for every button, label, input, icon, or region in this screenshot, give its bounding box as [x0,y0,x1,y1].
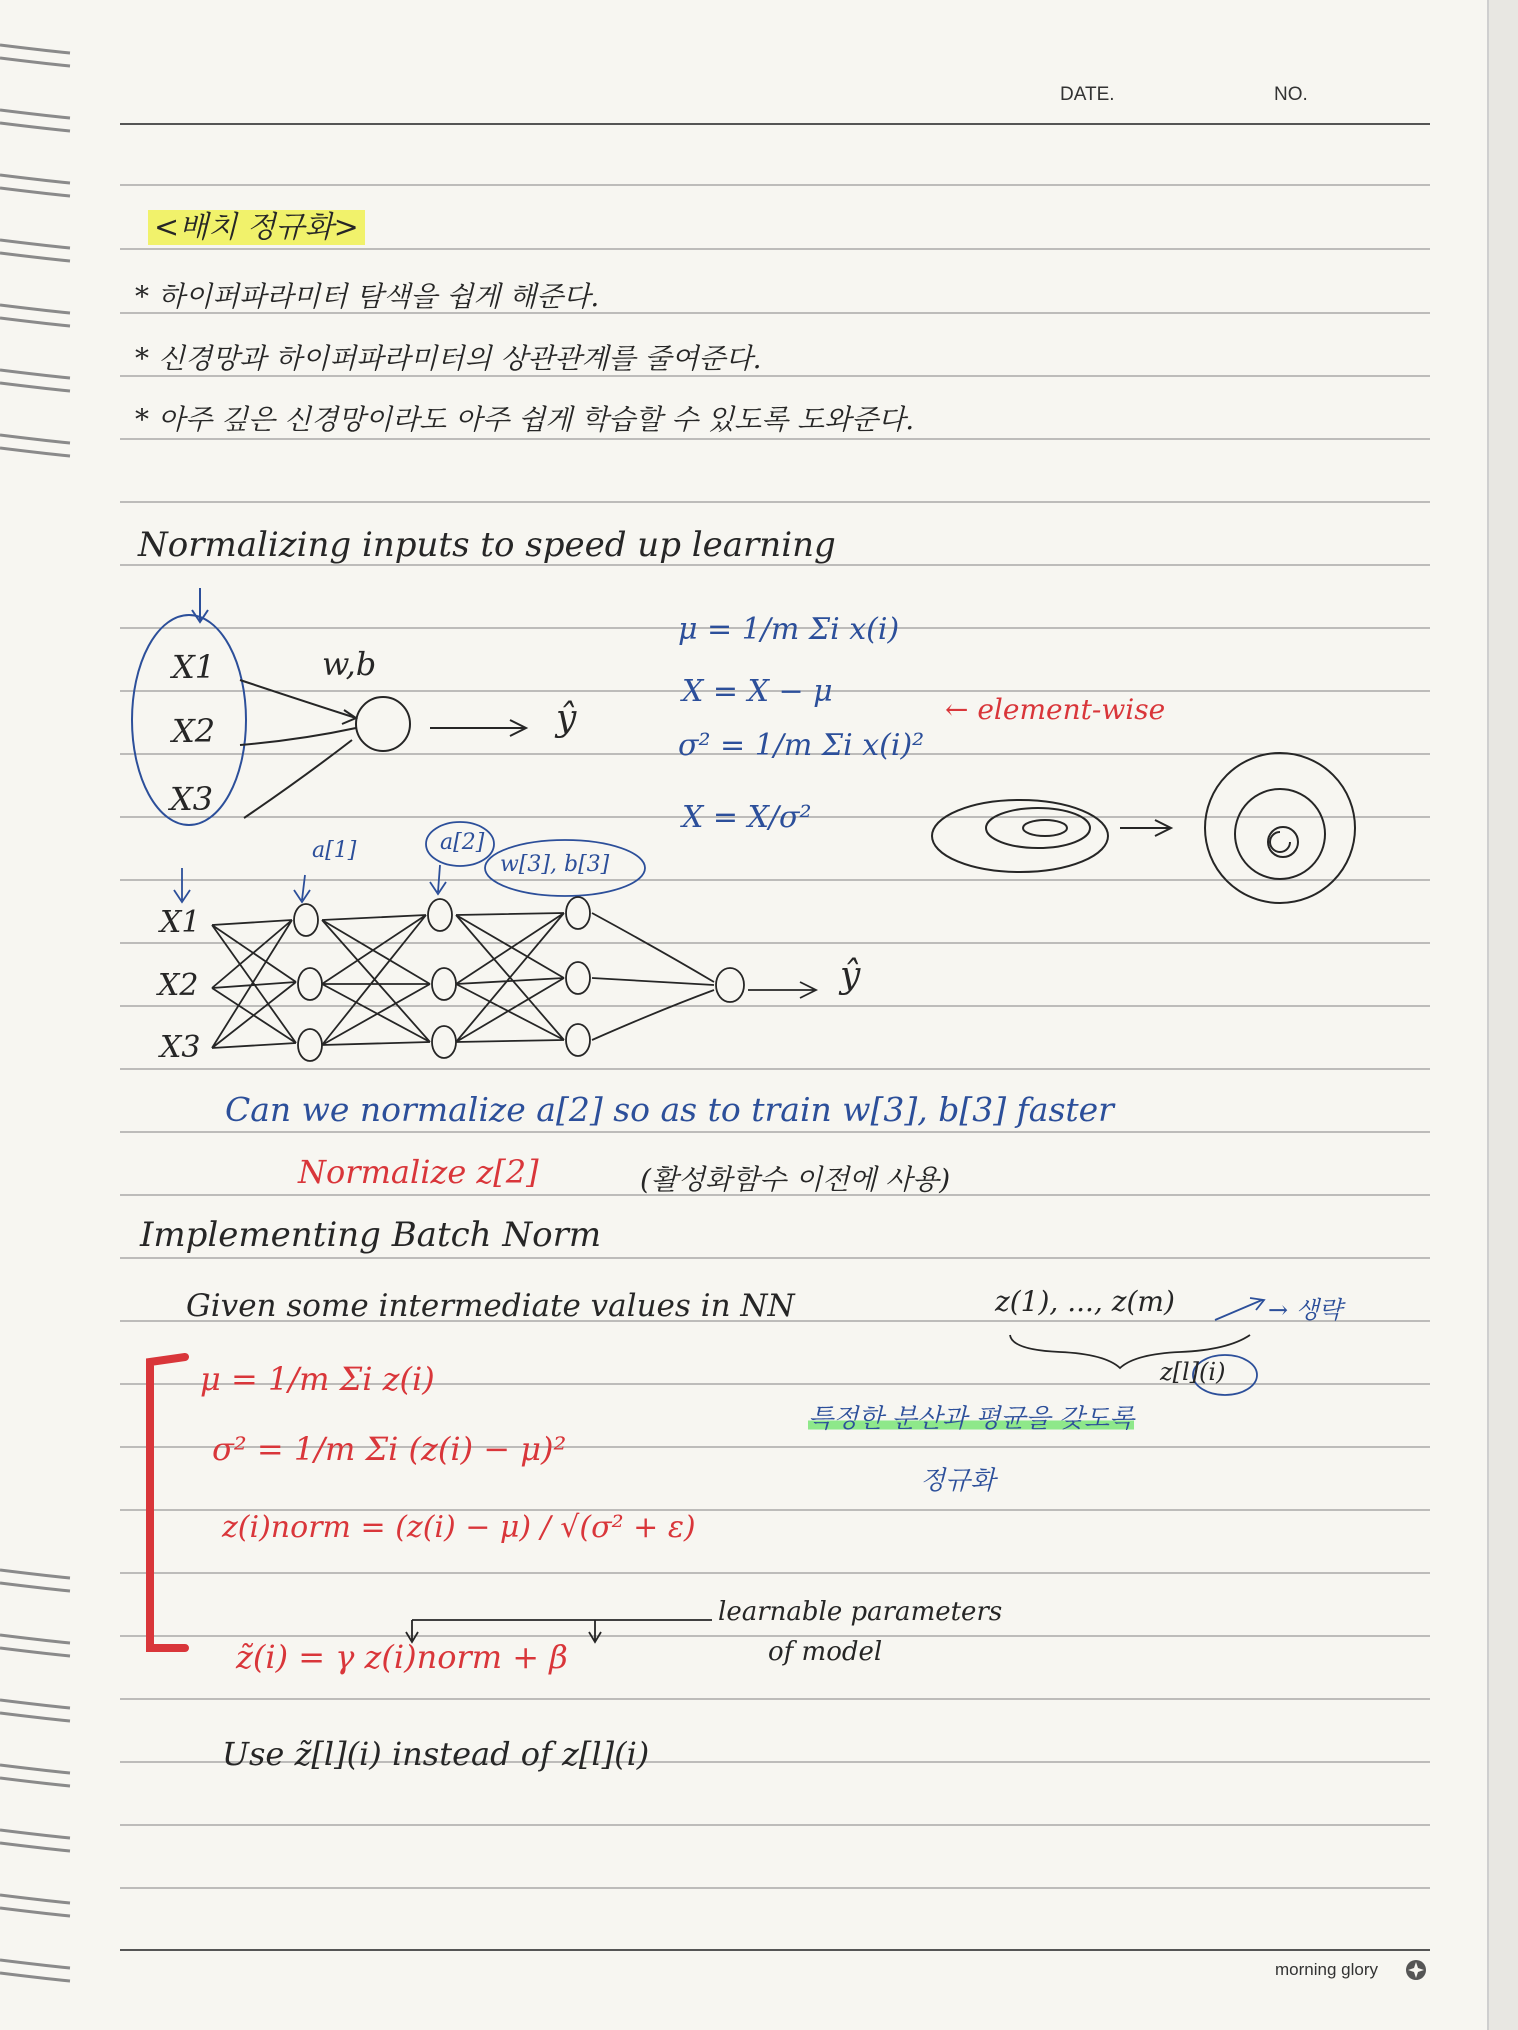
formula-mean: μ = 1/m Σi x(i) [678,612,900,647]
input-x3: X3 [170,780,214,818]
deep-input-x1: X1 [160,905,201,940]
use-instead-line: Use z̃[l](i) instead of z[l](i) [222,1735,650,1773]
bullet-3: * 아주 깊은 신경망이라도 아주 쉽게 학습할 수 있도록 도와준다. [135,403,915,436]
label-a1: a[1] [312,838,357,863]
normalizing-heading: Normalizing inputs to speed up learning [138,525,836,565]
no-label: NO. [1274,84,1308,105]
deep-output-yhat: ŷ [840,955,861,996]
shallow-output-yhat: ŷ [556,698,577,739]
deep-network-drawing [174,822,816,1061]
green-note-line2: 정규화 [920,1466,996,1496]
bn-formula-ztilde: z̃(i) = γ z(i)norm + β [236,1638,568,1676]
input-x1: X1 [172,648,216,686]
question-line: Can we normalize a[2] so as to train w[3], b[3] faster [225,1090,1114,1129]
omit-note: → 생략 [1268,1296,1343,1324]
spiral-binding [0,45,70,1981]
morning-glory-flower-icon [1404,1958,1428,1982]
z-sequence: z(1), ..., z(m) [995,1285,1175,1318]
date-label: DATE. [1060,84,1115,105]
z-layer-label: z[l](i) [1160,1358,1226,1386]
red-bracket [150,1357,185,1648]
formula-divide-variance: X = X/σ² [682,800,812,835]
bullet-1: * 하이퍼파라미터 탐색을 쉽게 해준다. [135,280,600,313]
input-x2: X2 [172,712,216,750]
formula-variance: σ² = 1/m Σi x(i)² [678,728,925,763]
normalize-z2: Normalize z[2] [298,1153,539,1191]
bn-formula-znorm: z(i)norm = (z(i) − μ) / √(σ² + ε) [222,1510,696,1545]
weights-label: w,b [322,645,377,683]
given-values-line: Given some intermediate values in NN [186,1288,795,1324]
activation-note: (활성화함수 이전에 사용) [640,1163,951,1196]
bullet-2: * 신경망과 하이퍼파라미터의 상관관계를 줄여준다. [135,342,762,375]
deep-input-x3: X3 [160,1030,201,1065]
bn-formula-mean: μ = 1/m Σi z(i) [200,1360,435,1398]
element-wise-note: ← element-wise [945,693,1166,726]
green-note-highlight: 특정한 분산과 평균을 갖도록 [808,1404,1135,1434]
brand-label: morning glory [1275,1960,1378,1979]
green-note-line1 [808,1398,1134,1435]
learnable-params-line2: of model [768,1637,883,1667]
deep-input-x2: X2 [158,968,199,1003]
batch-norm-heading: Implementing Batch Norm [140,1215,602,1255]
section-title-text: <배치 정규화> [148,210,365,245]
label-a2: a[2] [440,830,485,855]
bn-formula-variance: σ² = 1/m Σi (z(i) − μ)² [212,1430,567,1468]
label-w3-b3: w[3], b[3] [500,852,610,877]
section-title [148,202,365,246]
formula-subtract-mean: X = X − μ [682,674,833,709]
learnable-params-line1: learnable parameters [718,1597,1003,1627]
